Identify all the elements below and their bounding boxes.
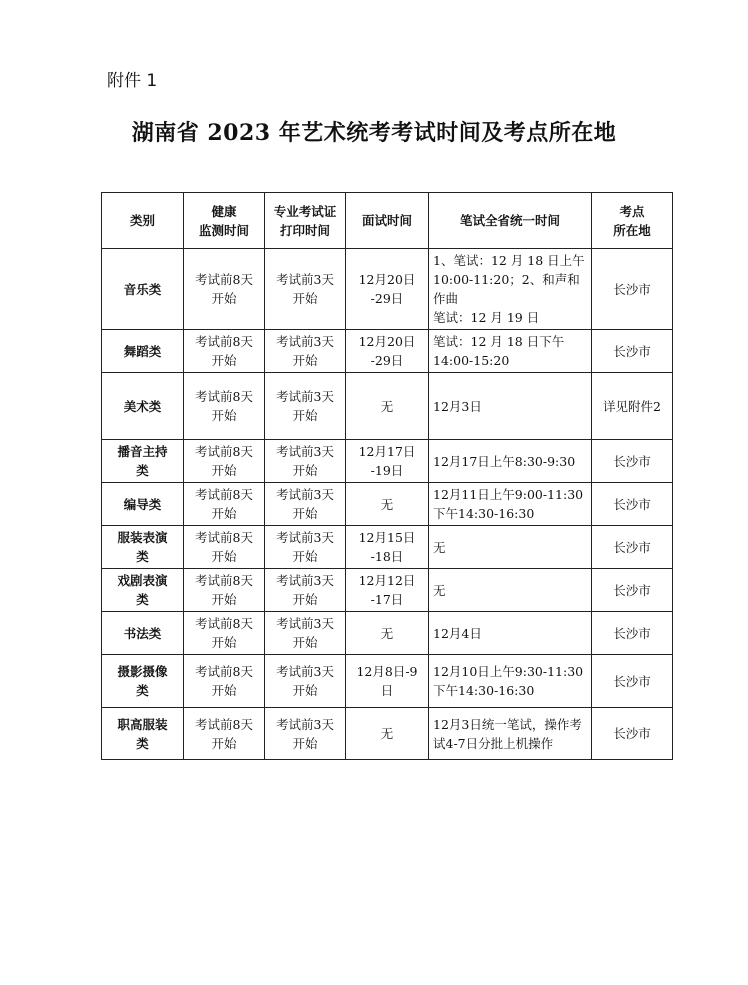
cell-line: 12月15日 [358, 530, 416, 545]
health-monitoring-cell [184, 612, 265, 655]
cell-line: 开始 [292, 408, 318, 423]
table-row [102, 330, 673, 373]
cell-line: 摄影摄像 [117, 664, 168, 679]
interview-time-cell [346, 569, 429, 612]
certificate-print-cell [265, 330, 346, 373]
cell-line: 1、笔试：12 月 18 日上午 [433, 253, 585, 268]
location-cell: 长沙市 [592, 612, 673, 655]
cell-line: 开始 [292, 291, 318, 306]
cell-line: 日 [380, 683, 394, 698]
category-cell [102, 526, 184, 569]
header-health-monitoring [184, 193, 265, 249]
certificate-print-cell [265, 483, 346, 526]
certificate-print-cell [265, 708, 346, 760]
cell-line: 下午14:30-16:30 [433, 506, 535, 521]
table-header-row [102, 193, 673, 249]
table-row [102, 612, 673, 655]
location-cell: 长沙市 [592, 483, 673, 526]
cell-line: 开始 [292, 549, 318, 564]
cell-line: 无 [380, 496, 394, 512]
certificate-print-cell [265, 612, 346, 655]
cell-line: -29日 [370, 353, 404, 368]
cell-line: 音乐类 [123, 281, 162, 297]
cell-line: 无 [380, 398, 394, 414]
cell-line: 类 [136, 549, 149, 564]
cell-line: 笔试：12 月 18 日下午 [433, 334, 565, 349]
location-cell: 长沙市 [592, 440, 673, 483]
header-certificate-print [265, 193, 346, 249]
health-monitoring-cell [184, 655, 265, 708]
cell-line: 考试前8天 [195, 389, 253, 404]
cell-line: 职高服装 [117, 716, 168, 732]
interview-time-cell [346, 373, 429, 440]
cell-line: 考试前3天 [276, 716, 334, 732]
cell-line: 开始 [211, 549, 237, 564]
location-cell: 长沙市 [592, 708, 673, 760]
cell-line: -29日 [370, 291, 404, 306]
interview-time-cell [346, 330, 429, 373]
cell-line: 笔试：12 月 19 日 [433, 310, 540, 325]
location-cell: 长沙市 [592, 569, 673, 612]
cell-line: 考试前8天 [195, 664, 253, 679]
table-row [102, 249, 673, 330]
cell-line: 书法类 [123, 625, 162, 641]
health-monitoring-cell [184, 483, 265, 526]
health-monitoring-cell [184, 440, 265, 483]
health-monitoring-cell [184, 526, 265, 569]
header-exam-location [592, 193, 673, 249]
header-line: 类别 [129, 213, 155, 228]
cell-line: 无 [433, 582, 446, 598]
cell-line: 无 [433, 539, 446, 555]
cell-line: 开始 [211, 592, 237, 607]
cell-line: 无 [380, 625, 394, 641]
category-cell [102, 569, 184, 612]
header-line: 健康 [211, 203, 237, 219]
cell-line: 开始 [292, 353, 318, 368]
cell-line: 类 [136, 592, 149, 607]
category-cell [102, 440, 184, 483]
cell-line: 开始 [211, 683, 237, 698]
interview-time-cell [346, 249, 429, 330]
cell-line: 考试前3天 [276, 389, 334, 404]
cell-line: 美术类 [123, 398, 162, 414]
cell-line: 14:00-15:20 [433, 353, 510, 368]
cell-line: 考试前8天 [195, 716, 253, 732]
cell-line: -17日 [370, 592, 404, 607]
cell-line: 考试前8天 [195, 444, 253, 459]
cell-line: 开始 [292, 683, 318, 698]
written-exam-cell [429, 249, 592, 330]
cell-line: 12月20日 [358, 272, 416, 287]
cell-line: 开始 [292, 506, 318, 521]
header-line: 笔试全省统一时间 [459, 213, 560, 228]
cell-line: 服装表演 [117, 530, 168, 545]
header-line: 专业考试证 [273, 203, 337, 219]
category-cell [102, 483, 184, 526]
cell-line: 12月10日上午9:30-11:30 [433, 664, 584, 679]
written-exam-cell [429, 569, 592, 612]
certificate-print-cell [265, 655, 346, 708]
cell-line: 开始 [211, 353, 237, 368]
header-line: 考点 [619, 203, 645, 219]
category-cell [102, 655, 184, 708]
cell-line: 开始 [292, 592, 318, 607]
health-monitoring-cell [184, 373, 265, 440]
header-category [102, 193, 184, 249]
health-monitoring-cell [184, 569, 265, 612]
cell-line: 考试前8天 [195, 487, 253, 502]
header-line: 打印时间 [279, 222, 330, 238]
cell-line: 开始 [292, 635, 318, 650]
table-row [102, 569, 673, 612]
category-cell [102, 330, 184, 373]
cell-line: 开始 [292, 735, 318, 751]
table-row [102, 440, 673, 483]
written-exam-cell [429, 483, 592, 526]
cell-line: 类 [136, 463, 149, 478]
attachment-label: 附件 1 [107, 71, 158, 91]
location-cell: 长沙市 [592, 526, 673, 569]
cell-line: 开始 [211, 408, 237, 423]
cell-line: 12月8日-9 [356, 664, 418, 679]
cell-line: 开始 [292, 463, 318, 478]
cell-line: 考试前3天 [276, 664, 334, 679]
interview-time-cell [346, 655, 429, 708]
cell-line: 开始 [211, 291, 237, 306]
cell-line: 考试前8天 [195, 530, 253, 545]
certificate-print-cell [265, 569, 346, 612]
written-exam-cell [429, 373, 592, 440]
cell-line: -18日 [370, 549, 404, 564]
table-row [102, 708, 673, 760]
cell-line: 戏剧表演 [117, 573, 168, 588]
exam-schedule-table [101, 192, 673, 760]
category-cell [102, 708, 184, 760]
written-exam-cell [429, 526, 592, 569]
category-cell [102, 373, 184, 440]
cell-line: 下午14:30-16:30 [433, 683, 535, 698]
header-line: 监测时间 [198, 222, 249, 238]
written-exam-cell [429, 440, 592, 483]
cell-line: 考试前3天 [276, 616, 334, 631]
certificate-print-cell [265, 526, 346, 569]
location-cell: 长沙市 [592, 655, 673, 708]
cell-line: 12月12日 [358, 573, 416, 588]
written-exam-cell [429, 708, 592, 760]
interview-time-cell [346, 612, 429, 655]
cell-line: 类 [136, 735, 149, 751]
cell-line: 考试前3天 [276, 334, 334, 349]
cell-line: 12月17日 [358, 444, 416, 459]
cell-line: 类 [136, 683, 149, 698]
cell-line: 考试前8天 [195, 272, 253, 287]
cell-line: 考试前3天 [276, 444, 334, 459]
cell-line: 开始 [211, 735, 237, 751]
certificate-print-cell [265, 249, 346, 330]
interview-time-cell [346, 440, 429, 483]
header-line: 所在地 [613, 222, 651, 238]
written-exam-cell [429, 655, 592, 708]
table-row [102, 483, 673, 526]
health-monitoring-cell [184, 330, 265, 373]
written-exam-cell [429, 612, 592, 655]
cell-line: 编导类 [123, 496, 162, 512]
health-monitoring-cell [184, 249, 265, 330]
cell-line: 开始 [211, 635, 237, 650]
certificate-print-cell [265, 373, 346, 440]
location-cell: 详见附件2 [592, 373, 673, 440]
health-monitoring-cell [184, 708, 265, 760]
cell-line: 12月3日统一笔试，操作考 [433, 716, 582, 732]
cell-line: 10:00-11:20；2、和声和作曲 [433, 272, 580, 306]
interview-time-cell [346, 526, 429, 569]
header-written-exam-time [429, 193, 592, 249]
cell-line: 12月20日 [358, 334, 416, 349]
table-row [102, 526, 673, 569]
location-cell: 长沙市 [592, 330, 673, 373]
cell-line: 考试前8天 [195, 573, 253, 588]
cell-line: 考试前3天 [276, 272, 334, 287]
cell-line: -19日 [370, 463, 404, 478]
cell-line: 12月4日 [433, 625, 482, 641]
category-cell [102, 612, 184, 655]
header-interview-time [346, 193, 429, 249]
document-title: 湖南省 2023 年艺术统考考试时间及考点所在地 [131, 120, 617, 146]
cell-line: 12月17日上午8:30-9:30 [433, 453, 576, 469]
header-line: 面试时间 [361, 213, 412, 228]
cell-line: 考试前8天 [195, 616, 253, 631]
table-row [102, 655, 673, 708]
cell-line: 考试前3天 [276, 530, 334, 545]
cell-line: 无 [380, 726, 394, 741]
interview-time-cell [346, 708, 429, 760]
certificate-print-cell [265, 440, 346, 483]
cell-line: 试4-7日分批上机操作 [433, 735, 554, 751]
location-cell: 长沙市 [592, 249, 673, 330]
cell-line: 考试前3天 [276, 487, 334, 502]
cell-line: 12月3日 [433, 398, 482, 414]
cell-line: 开始 [211, 506, 237, 521]
cell-line: 开始 [211, 463, 237, 478]
cell-line: 考试前3天 [276, 573, 334, 588]
cell-line: 播音主持 [117, 444, 168, 459]
category-cell [102, 249, 184, 330]
interview-time-cell [346, 483, 429, 526]
cell-line: 12月11日上午9:00-11:30 [433, 487, 584, 502]
table-row [102, 373, 673, 440]
cell-line: 考试前8天 [195, 334, 253, 349]
cell-line: 舞蹈类 [123, 343, 162, 359]
written-exam-cell [429, 330, 592, 373]
